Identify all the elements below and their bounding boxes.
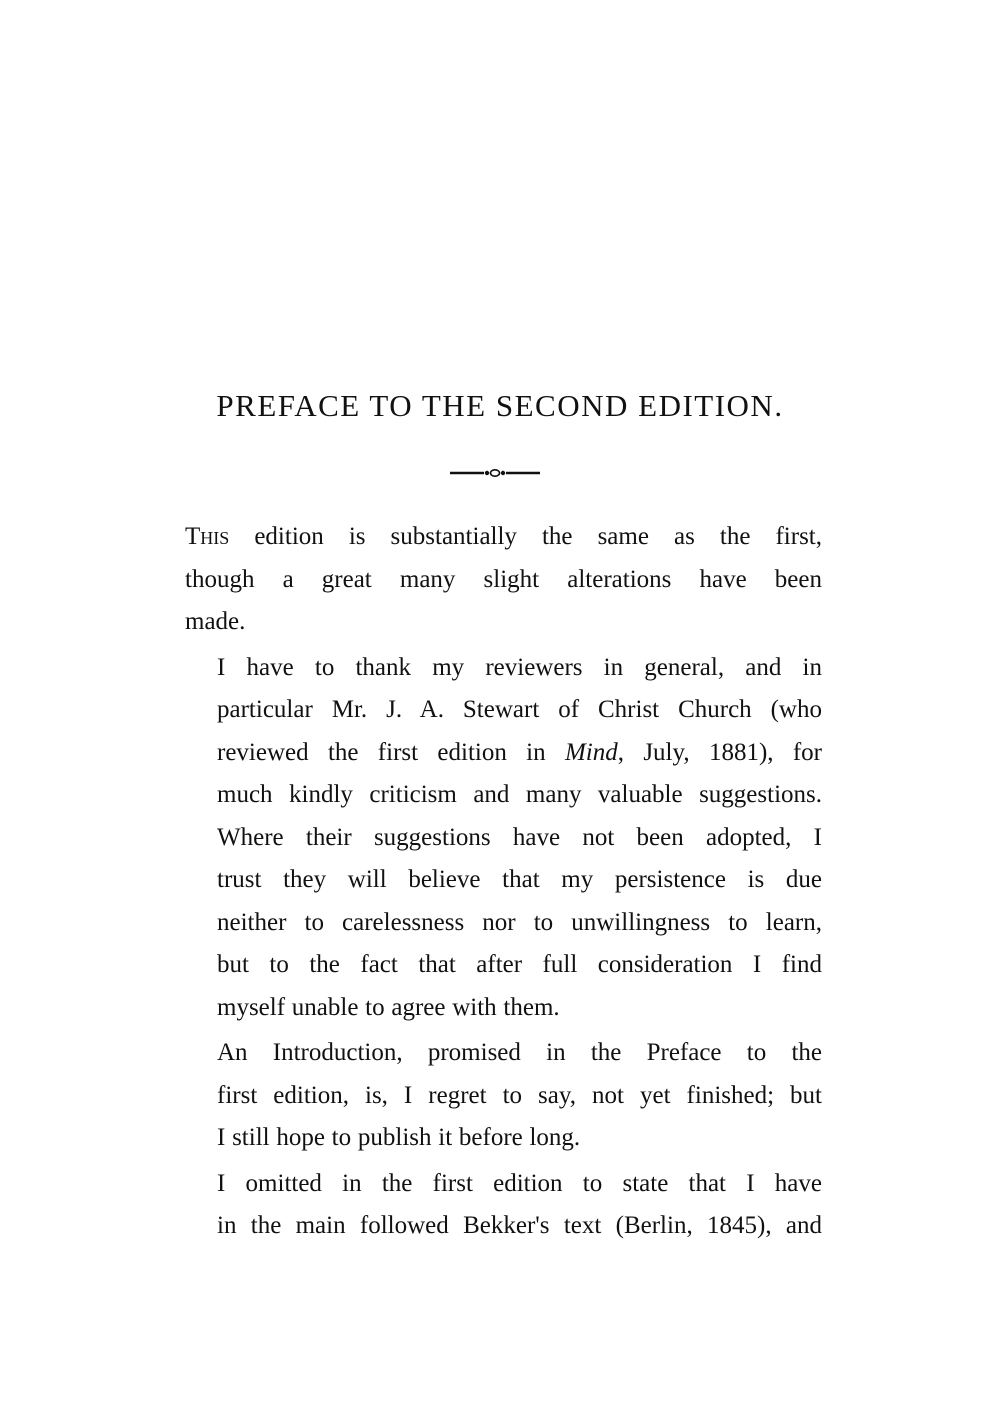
text-line: much kindly criticism and many valuable suggestions.	[217, 781, 822, 808]
text-line: I omitted in the first edition to state that I have	[217, 1169, 822, 1197]
text-line: I still hope to publish it before long.	[217, 1124, 581, 1151]
text-line: but to the fact that after full consideration I find	[217, 951, 822, 978]
text-line: myself unable to agree with them.	[217, 993, 560, 1021]
text-line: made.	[185, 608, 246, 635]
text-line: This edition is substantially the same as the first,	[185, 523, 822, 550]
paragraph-3	[185, 1032, 822, 1160]
text-line: Where their suggestions have not been adopted, I	[217, 823, 822, 851]
small-caps-lead: This	[185, 523, 230, 550]
text-line: in the main followed Bekker's text (Berlin, 1845), and	[217, 1212, 822, 1239]
text-line: An Introduction, promised in the Preface to the	[217, 1039, 822, 1066]
text-line: neither to carelessness nor to unwillingness to learn,	[217, 908, 822, 936]
paragraph-1	[185, 516, 822, 644]
italic-title: Mind	[564, 738, 618, 766]
page-title: PREFACE TO THE SECOND EDITION.	[216, 388, 784, 423]
text-line: first edition, is, I regret to say, not yet finished; but	[217, 1081, 822, 1109]
text-line: I have to thank my reviewers in general, and in	[217, 653, 822, 681]
ornamental-rule-icon	[450, 466, 540, 480]
text-line: though a great many slight alterations have been	[185, 565, 822, 593]
text-line: particular Mr. J. A. Stewart of Christ Church (who	[217, 696, 822, 723]
text-line: reviewed the first edition in Mind, July, 1881), for	[217, 738, 822, 766]
paragraph-2	[185, 647, 822, 1030]
paragraph-4	[185, 1163, 822, 1248]
preface-body	[185, 516, 822, 1248]
text-line: trust they will believe that my persistence is due	[217, 866, 822, 893]
